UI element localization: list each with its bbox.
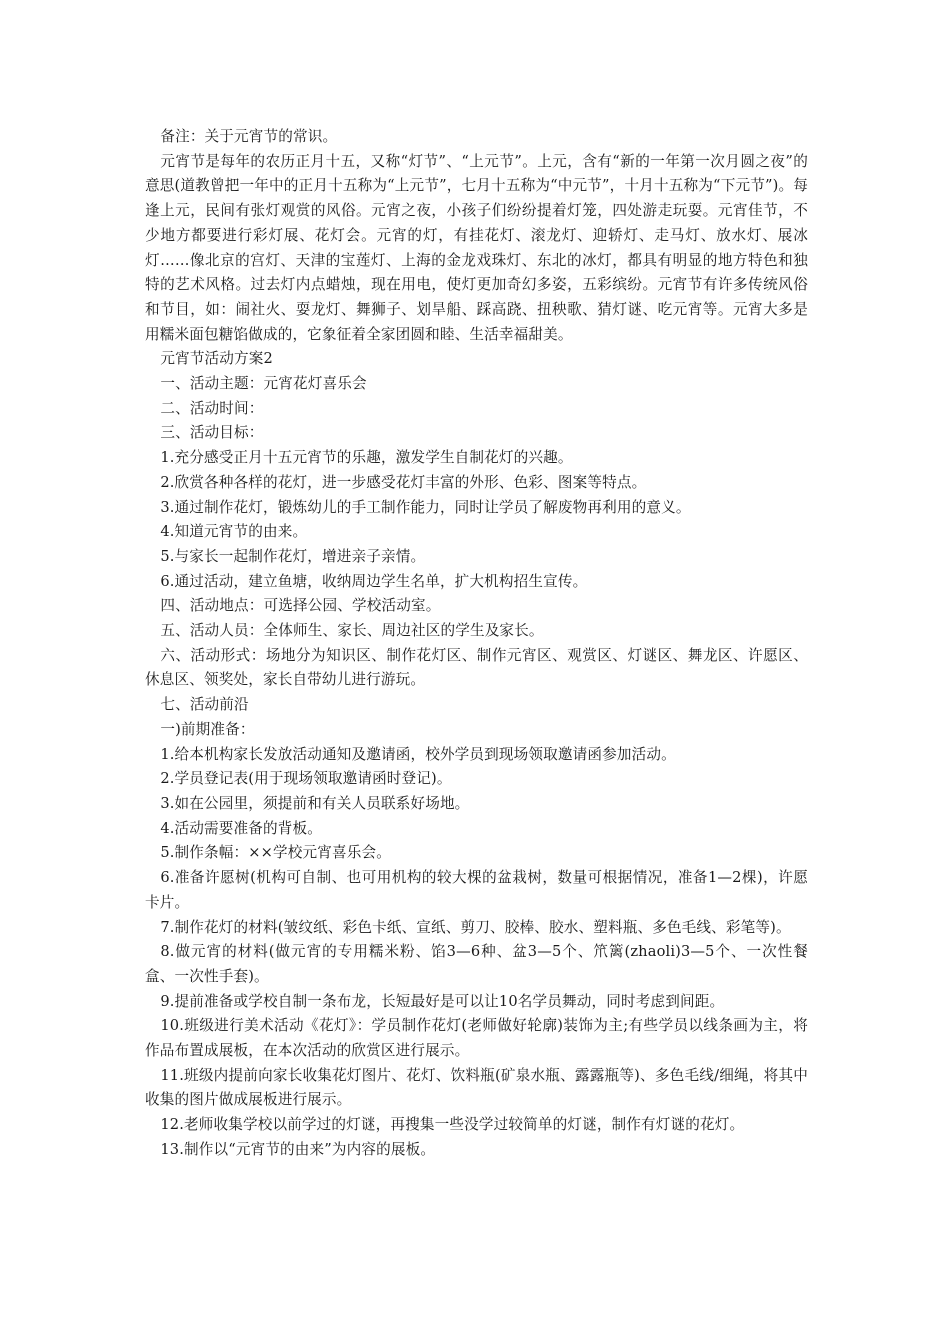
document-body: [145, 125, 808, 1163]
section-theme: 一、活动主题：元宵花灯喜乐会: [160, 375, 367, 393]
section-goals: 三、活动目标：: [160, 424, 264, 442]
section-process: 七、活动前沿: [160, 696, 249, 714]
prep-item: 3.如在公园里，须提前和有关人员联系好场地。: [160, 794, 470, 812]
prep-item: 7.制作花灯的材料(皱纹纸、彩色卡纸、宣纸、剪刀、胶棒、胶水、塑料瓶、多色毛线、彩笔等)。: [160, 918, 791, 936]
goal-item: 2.欣赏各种各样的花灯，进一步感受花灯丰富的外形、色彩、图案等特点。: [160, 473, 647, 491]
prep-item: 8.做元宵的材料(做元宵的专用糯米粉、馅3—6种、盆3—5个、笊篱(zhaoli)3—5个、一次性餐盒、一次性手套)。: [145, 943, 808, 985]
lantern-festival-description: 元宵节是每年的农历正月十五，又称“灯节”、“上元节”。上元，含有“新的一年第一次月圆之夜”的意思(道教曾把一年中的正月十五称为“上元节”，七月十五称为“中元节”，十月十五称为“下元节”)。每逢上元，民间有张灯观赏的风俗。元宵之夜，小孩子们纷纷提着灯笼，四处游走玩耍。元宵佳节，不少地方都要进行彩灯展、花灯会。元宵的灯，有挂花灯、滚龙灯、迎轿灯、走马灯、放水灯、展冰灯……像北京的宫灯、天津的宝莲灯、上海的金龙戏珠灯、东北的冰灯，都具有明显的地方特色和独特的艺术风格。过去灯内点蜡烛，现在用电，使灯更加奇幻多姿，五彩缤纷。元宵节有许多传统风俗和节目，如：闹社火、耍龙灯、舞狮子、划旱船、踩高跷、扭秧歌、猜灯谜、吃元宵等。元宵大多是用糯米面包糖馅做成的，它象征着全家团圆和睦、生活幸福甜美。: [145, 152, 808, 343]
prep-item: 5.制作条幅：××学校元宵喜乐会。: [160, 844, 391, 862]
plan-title: 元宵节活动方案2: [160, 350, 273, 368]
goal-item: 5.与家长一起制作花灯，增进亲子亲情。: [160, 547, 426, 565]
subsection-preparation: 一)前期准备：: [160, 720, 255, 738]
prep-item: 10.班级进行美术活动《花灯》：学员制作花灯(老师做好轮廓)装饰为主;有些学员以线条画为主，将作品布置成展板，在本次活动的欣赏区进行展示。: [145, 1017, 808, 1060]
prep-item: 6.准备许愿树(机构可自制、也可用机构的较大棵的盆栽树，数量可根据情况，准备1—2棵)，许愿卡片。: [145, 869, 808, 911]
section-location: 四、活动地点：可选择公园、学校活动室。: [160, 597, 441, 615]
prep-item: 4.活动需要准备的背板。: [160, 819, 322, 837]
goal-item: 1.充分感受正月十五元宵节的乐趣，激发学生自制花灯的兴趣。: [160, 449, 573, 467]
prep-item: 1.给本机构家长发放活动通知及邀请函，校外学员到现场领取邀请函参加活动。: [160, 745, 676, 763]
note-heading: 备注：关于元宵节的常识。: [160, 128, 338, 145]
section-format: 六、活动形式：场地分为知识区、制作花灯区、制作元宵区、观赏区、灯谜区、舞龙区、许愿区、休息区、领奖处，家长自带幼儿进行游玩。: [145, 646, 808, 689]
prep-item: 11.班级内提前向家长收集花灯图片、花灯、饮料瓶(矿泉水瓶、露露瓶等)、多色毛线/细绳，将其中收集的图片做成展板进行展示。: [145, 1066, 808, 1109]
prep-item: 9.提前准备或学校自制一条布龙，长短最好是可以让10名学员舞动，同时考虑到间距。: [160, 992, 725, 1010]
section-participants: 五、活动人员：全体师生、家长、周边社区的学生及家长。: [160, 622, 544, 640]
goal-item: 3.通过制作花灯，锻炼幼儿的手工制作能力，同时让学员了解废物再利用的意义。: [160, 498, 691, 516]
goal-item: 4.知道元宵节的由来。: [160, 523, 308, 541]
prep-item: 2.学员登记表(用于现场领取邀请函时登记)。: [160, 770, 452, 788]
goal-item: 6.通过活动，建立鱼塘，收纳周边学生名单，扩大机构招生宣传。: [160, 572, 588, 590]
prep-item: 13.制作以“元宵节的由来”为内容的展板。: [160, 1140, 436, 1158]
section-time: 二、活动时间：: [160, 399, 264, 417]
prep-item: 12.老师收集学校以前学过的灯谜，再搜集一些没学过较简单的灯谜，制作有灯谜的花灯。: [160, 1116, 745, 1134]
